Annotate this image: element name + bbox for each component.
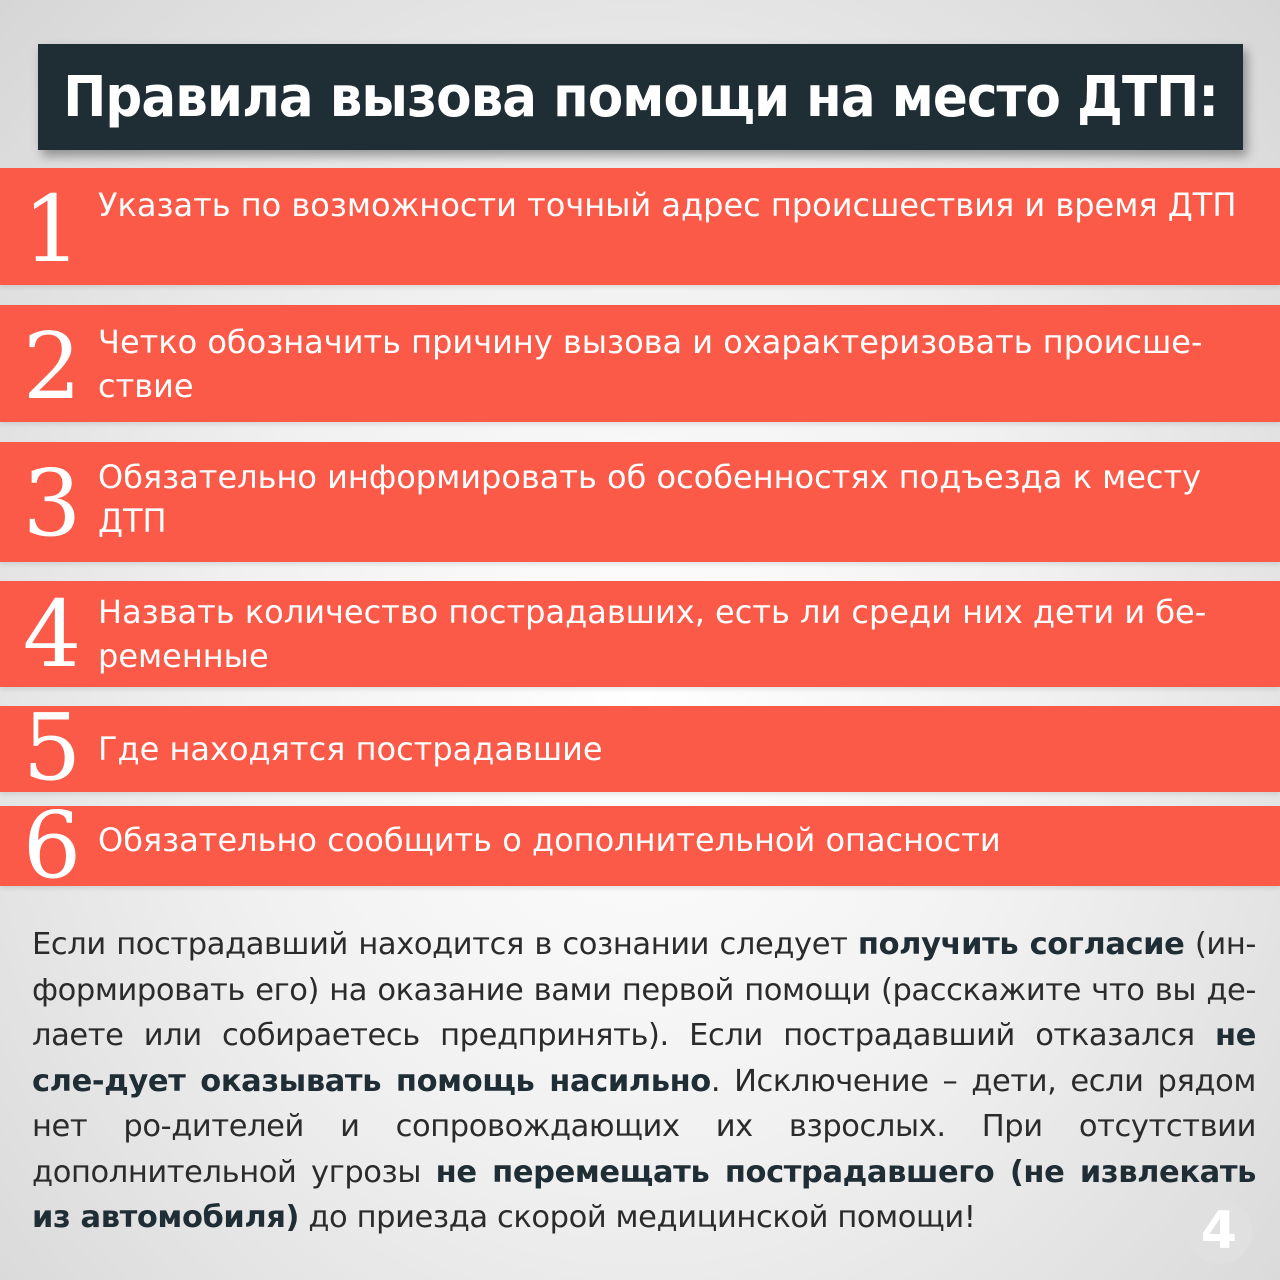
rule-item-5 [0, 694, 1280, 801]
rule-number: 4 [22, 581, 82, 688]
page-number: 4 [1200, 1201, 1238, 1261]
rule-number: 6 [22, 792, 82, 899]
note-text: Если пострадавший находится в сознании следует [32, 927, 858, 962]
rule-number: 5 [22, 694, 82, 801]
page-title: Правила вызова помощи на место ДТП: [63, 64, 1218, 130]
rule-item-6 [0, 792, 1280, 899]
rule-item-2 [0, 305, 1280, 422]
title-bar [38, 44, 1243, 150]
rule-text: Обязательно сообщить о дополнительной опасности [98, 821, 1001, 859]
note-emphasis: не сле-дует оказывать помощь насильно [32, 1018, 1256, 1099]
page-number-badge [1186, 1198, 1252, 1264]
rule-text: Указать по возможности точный адрес происшествия и время ДТП [98, 186, 1237, 224]
note-text: до приезда скорой медицинской помощи! [299, 1200, 976, 1235]
rule-item-1 [0, 168, 1280, 285]
rule-text: Четко обозначить причину вызова и охарактеризовать происше-ствие [98, 323, 1203, 405]
rule-item-4 [0, 581, 1280, 687]
note-text: (ин-формировать его) на оказание вами первой помощи (расскажите что вы де-лаете или собираетесь предпринять). Если пострадавший отказался [32, 927, 1256, 1053]
rule-item-3 [0, 442, 1280, 562]
rule-text: Обязательно информировать об особенностях подъезда к месту ДТП [98, 458, 1202, 540]
note-emphasis: не перемещать пострадавшего (не извлекать из автомобиля) [32, 1154, 1256, 1235]
rule-text: Где находятся пострадавшие [98, 730, 603, 768]
note-text: . Исключение – дети, если рядом нет ро-дителей и сопровождающих их взрослых. При отсутствии дополнительной угрозы [32, 1063, 1256, 1190]
rule-text: Назвать количество пострадавших, есть ли среди них дети и бе-ременные [98, 593, 1207, 675]
note-emphasis: получить согласие [857, 927, 1185, 962]
rule-number: 2 [22, 313, 82, 420]
rule-number: 1 [22, 176, 82, 283]
rule-number: 3 [22, 450, 82, 557]
consent-note [32, 922, 1256, 1241]
